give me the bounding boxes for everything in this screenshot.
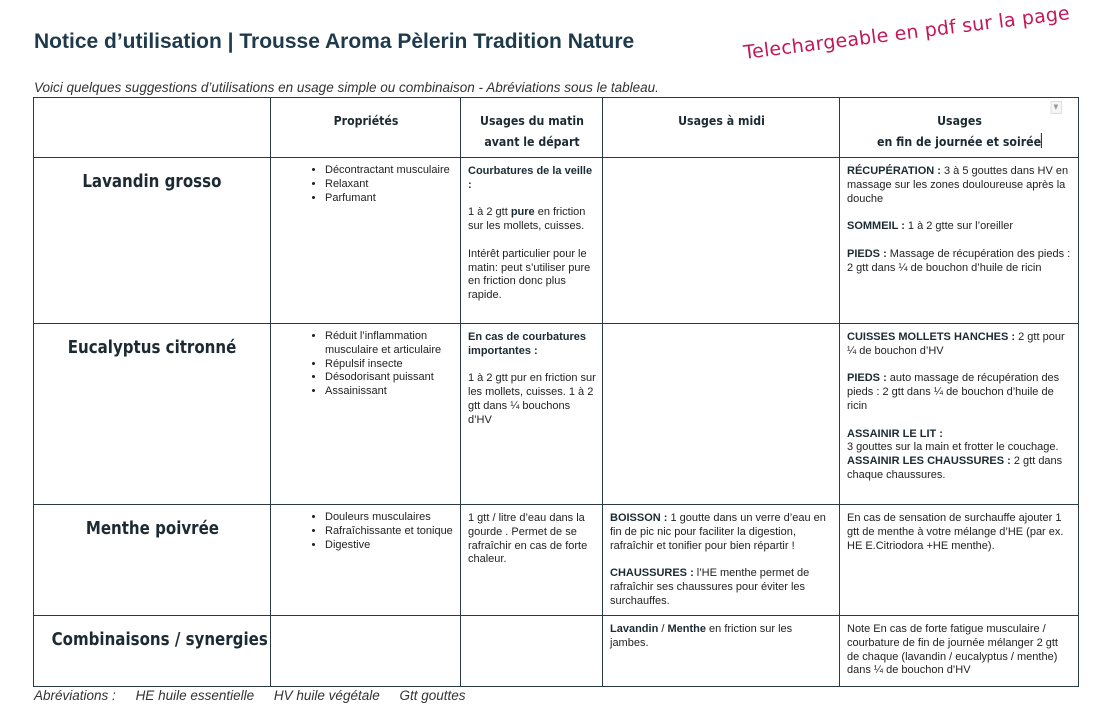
- bold-label: ASSAINIR LE LIT :: [847, 427, 943, 440]
- bold-label: En cas de courbatures importantes :: [468, 331, 586, 357]
- proprietes-list: [271, 505, 460, 552]
- chevron-down-icon[interactable]: ▼: [1050, 101, 1061, 114]
- bold-label: SOMMEIL :: [847, 220, 905, 233]
- table-row: [34, 616, 1079, 687]
- cell-text: l’HE menthe permet de rafraîchir ses chaussures pour éviter les surchauffes.: [610, 567, 810, 607]
- header-proprietes: [282, 98, 449, 158]
- cell-text: Massage de récupération des pieds : 2 gtt dans ¼ de bouchon d’huile de ricin: [847, 247, 1071, 274]
- header-cell-empty: [48, 98, 257, 158]
- proprietes-cell: [271, 616, 461, 687]
- bold-label: CUISSES MOLLETS HANCHES :: [847, 331, 1016, 343]
- row-name: Lavandin grosso: [82, 172, 222, 192]
- soir-cell: [840, 324, 1079, 505]
- cell-text: 1 goutte dans un verre d’eau en fin de pic nic pour faciliter la digestion, rafraîchir et tonifier pour bien répartir !: [610, 512, 826, 552]
- matin-cell: [461, 505, 603, 616]
- abbrev-label: Abréviations :: [34, 688, 116, 703]
- proprietes-cell: [271, 505, 461, 616]
- soir-cell: [840, 158, 1079, 324]
- header-soir[interactable]: [854, 98, 1064, 158]
- header-midi-label: Usages à midi: [677, 113, 765, 128]
- cell-text: Intérêt particulier pour le matin: peut s’utiliser pure en friction donc plus rapide.: [468, 247, 591, 302]
- cell-text: 1 à 2 gtte sur l’oreiller: [904, 220, 1014, 233]
- page-subtitle: Voici quelques suggestions d’utilisations en usage simple ou combinaison - Abréviations sous le tableau.: [34, 80, 659, 95]
- matin-cell: [461, 324, 603, 505]
- list-item: • Douleurs musculaires: [325, 511, 456, 525]
- cell-text: 3 gouttes sur la main et frotter le couchage.: [847, 441, 1059, 454]
- text-cursor: [1041, 133, 1042, 148]
- cell-text: 3 à 5 gouttes dans HV en massage sur les zones douloureuse après la douche: [847, 165, 1069, 205]
- midi-cell: [603, 324, 840, 505]
- matin-cell: [461, 158, 603, 324]
- list-item: • Décontractant musculaire: [325, 164, 456, 178]
- list-item: • Assainissant: [325, 385, 456, 399]
- table-row: [34, 158, 1079, 324]
- cell-text: En cas de sensation de surchauffe ajouter 1 gtt de menthe à votre mélange d’HE (par ex. HE E.Citriodora +HE menthe).: [847, 512, 1064, 552]
- row-name: Combinaisons / synergies: [51, 630, 268, 650]
- list-item: • Réduit l’inflammation musculaire et articulaire: [325, 330, 456, 358]
- proprietes-cell: [271, 324, 461, 505]
- bold-label: Courbatures de la veille :: [468, 165, 593, 191]
- abbreviations-footer: [34, 688, 482, 703]
- abbrev-gtt: Gtt gouttes: [399, 688, 466, 703]
- bold-label: pure: [510, 206, 535, 219]
- header-soir-line1: Usages: [936, 113, 982, 128]
- cell-text: 2 gtt dans chaque chaussures.: [847, 455, 1063, 481]
- bold-label: PIEDS :: [847, 372, 887, 385]
- matin-cell: [461, 616, 603, 687]
- midi-cell: [603, 158, 840, 324]
- proprietes-list: [271, 324, 460, 399]
- bold-label: ASSAINIR LES CHAUSSURES :: [847, 455, 1011, 468]
- midi-cell: [603, 616, 840, 687]
- soir-cell: [840, 505, 1079, 616]
- midi-cell: [603, 505, 840, 616]
- bold-label: Lavandin: [610, 623, 659, 635]
- page-title: Notice d’utilisation | Trousse Aroma Pèlerin Tradition Nature: [34, 30, 635, 53]
- download-note: Telechargeable en pdf sur la page: [742, 2, 1072, 65]
- row-name-cell: [34, 616, 271, 687]
- table-row: [34, 324, 1079, 505]
- list-item: • Digestive: [325, 539, 456, 553]
- row-name-cell: [34, 505, 271, 616]
- header-matin: [469, 98, 594, 158]
- row-name: Menthe poivrée: [85, 519, 219, 539]
- list-item: • Répulsif insecte: [325, 358, 456, 372]
- table-row: [34, 505, 1079, 616]
- header-midi: [617, 98, 826, 158]
- cell-text: 1 à 2 gtt pur en friction sur les mollets, cuisses. 1 à 2 gtt dans ¼ bouchons d’HV: [468, 372, 596, 426]
- cell-text: en friction sur les jambes.: [610, 623, 793, 649]
- row-name-cell: [34, 324, 271, 505]
- list-item: • Parfumant: [325, 192, 456, 206]
- proprietes-list: [271, 158, 460, 205]
- bold-label: PIEDS :: [847, 247, 887, 260]
- list-item: • Rafraîchissante et tonique: [325, 525, 456, 539]
- list-item: • Relaxant: [325, 178, 456, 192]
- cell-text: auto massage de récupération des pieds : 2 gtt dans ¼ de bouchon d’huile de ricin: [847, 372, 1060, 412]
- header-matin-line2: avant le départ: [483, 134, 580, 149]
- usage-table: [33, 97, 1079, 687]
- cell-text: 1 à 2 gtt: [468, 206, 511, 219]
- list-item: • Désodorisant puissant: [325, 371, 456, 385]
- bold-label: Menthe: [667, 623, 706, 635]
- bold-label: RÉCUPÉRATION :: [847, 165, 941, 177]
- bold-label: CHAUSSURES :: [610, 567, 694, 580]
- header-soir-line2-text: en fin de journée et soirée: [876, 134, 1041, 149]
- row-name-cell: [34, 158, 271, 324]
- proprietes-cell: [271, 158, 461, 324]
- cell-text: Note En cas de forte fatigue musculaire / courbature de fin de journée mélanger 2 gtt de chaque (lavandin / eucalyptus / menthe) dans ¼ de bouchon d’HV: [847, 623, 1058, 677]
- header-proprietes-label: Propriétés: [333, 113, 398, 128]
- row-name: Eucalyptus citronné: [67, 338, 237, 358]
- cell-text: 2 gtt pour ¼ de bouchon d’HV: [847, 331, 1065, 357]
- cell-text: /: [658, 623, 668, 635]
- abbrev-he: HE huile essentielle: [135, 688, 255, 703]
- soir-cell: [840, 616, 1079, 687]
- table-header-row: [34, 98, 1079, 158]
- cell-text: 1 gtt / litre d’eau dans la gourde . Permet de se rafraîchir en cas de forte chaleur.: [468, 512, 588, 566]
- cell-text: en friction sur les mollets, cuisses.: [468, 206, 586, 233]
- header-matin-line1: Usages du matin: [479, 113, 584, 128]
- header-soir-line2: [854, 131, 1063, 152]
- abbrev-hv: HV huile végétale: [273, 688, 380, 703]
- bold-label: BOISSON :: [610, 512, 668, 524]
